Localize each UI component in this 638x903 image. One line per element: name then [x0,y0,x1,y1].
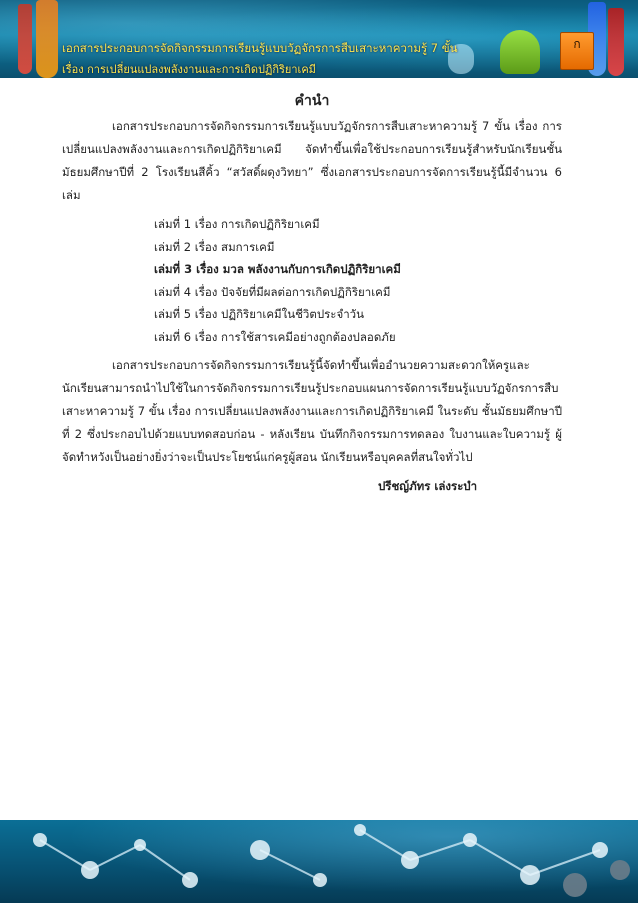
test-tube-image [18,4,32,74]
author-signature: ปรีชญ์ภัทร เล่งระบำ [378,479,478,493]
body-paragraph: เอกสารประกอบการจัดกิจกรรมการเรียนรู้นี้จัดทำขึ้นเพื่ออำนวยความสะดวกให้ครูและนักเรียนสามารถนำไปใช้ในการจัดกิจกรรมการเรียนรู้ประกอบแผนการจัดการเรียนรู้แบบวัฏจักรการสืบเสาะหาความรู้ 7 ขั้น เรื่อง การเปลี่ยนแปลงพลังงานและการเกิดปฏิกิริยาเคมี ในระดับ ชั้นมัธยมศึกษาปีที่ 2 ซึ่งประกอบไปด้วยแบบทดสอบก่อน - หลังเรียน บันทึกกิจกรรมการทดลอง ใบงานและใบความรู้ ผู้จัดทำหวังเป็นอย่างยิ่งว่าจะเป็นประโยชน์แก่ครูผู้สอน นักเรียนหรือบุคคลที่สนใจทั่วไป [62,358,562,464]
test-tube-image [36,0,58,78]
list-item: เล่มที่ 1 เรื่อง การเกิดปฏิกิริยาเคมี [154,217,320,231]
test-tube-image [608,8,624,76]
list-item: เล่มที่ 6 เรื่อง การใช้สารเคมีอย่างถูกต้องปลอดภัย [154,329,396,344]
flask-image [500,30,540,74]
list-item: เล่มที่ 5 เรื่อง ปฏิกิริยาเคมีในชีวิตประจำวัน [154,307,364,321]
page-heading: คำนำ [294,93,330,109]
preface-section [62,90,562,469]
list-item-current: เล่มที่ 3 เรื่อง มวล พลังงานกับการเกิดปฏิกิริยาเคมี [154,262,401,276]
intro-paragraph: เอกสารประกอบการจัดกิจกรรมการเรียนรู้แบบวัฏจักรการสืบเสาะหาความรู้ 7 ขั้น เรื่อง การเปลี่ยนแปลงพลังงานและการเกิดปฏิกิริยาเคมี จัดทำขึ้นเพื่อใช้ประกอบการเรียนรู้สำหรับนักเรียนชั้นมัธยมศึกษาปีที่ 2 โรงเรียนสีคิ้ว “สวัสดิ์ผดุงวิทยา” ซึ่งเอกสารประกอบการจัดการเรียนรู้นี้มีจำนวน 6 เล่ม [62,119,562,202]
molecule-graphic [0,820,638,903]
book-list [154,213,562,348]
footer-banner [0,820,638,903]
document-subtitle: เรื่อง การเปลี่ยนแปลงพลังงานและการเกิดปฏิกิริยาเคมี [62,63,316,76]
list-item: เล่มที่ 2 เรื่อง สมการเคมี [154,239,275,254]
document-title: เอกสารประกอบการจัดกิจกรรมการเรียนรู้แบบวัฏจักรการสืบเสาะหาความรู้ 7 ขั้น [62,41,458,55]
page-number-badge: ก [560,32,594,70]
header-banner [0,0,638,78]
list-item: เล่มที่ 4 เรื่อง ปัจจัยที่มีผลต่อการเกิดปฏิกิริยาเคมี [154,284,391,299]
